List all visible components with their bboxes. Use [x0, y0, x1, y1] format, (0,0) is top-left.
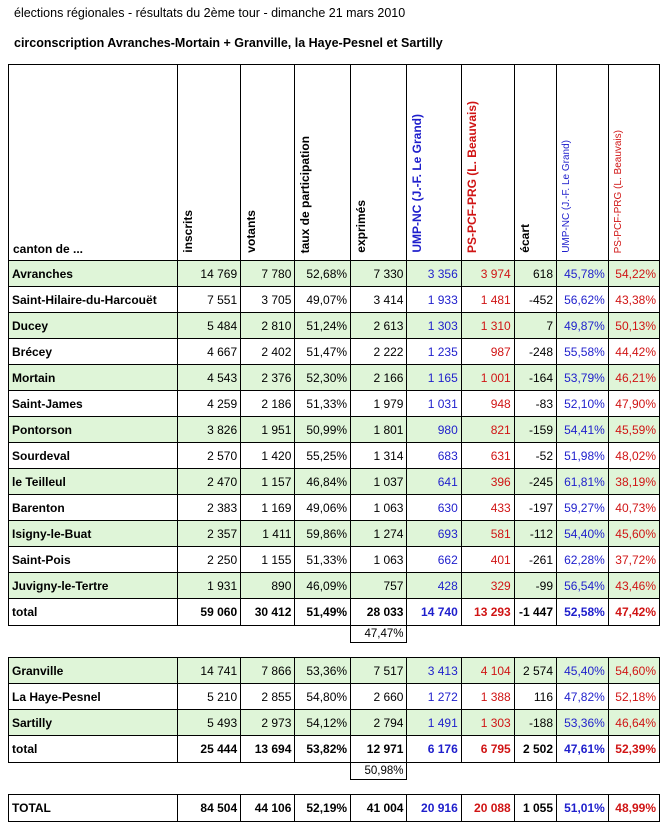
cell-canton: TOTAL [9, 795, 178, 822]
cell-ump-pct: 54,41% [557, 417, 609, 443]
cell-ump: 662 [407, 547, 461, 573]
cell-ump-pct: 61,81% [557, 469, 609, 495]
cell-ump: 3 356 [407, 261, 461, 287]
cell-ump: 6 176 [407, 736, 461, 763]
cell-ps: 1 303 [461, 710, 514, 736]
cell-canton: total [9, 599, 178, 626]
cell-ump-pct: 51,01% [557, 795, 609, 822]
cell-ump-pct: 52,10% [557, 391, 609, 417]
cell-ump: 1 491 [407, 710, 461, 736]
cell-ps-pct: 40,73% [608, 495, 659, 521]
cell-ps: 20 088 [461, 795, 514, 822]
cell-votants: 44 106 [241, 795, 295, 822]
cell-ps-pct: 47,42% [608, 599, 659, 626]
cell-ump-pct: 53,36% [557, 710, 609, 736]
cell-inscrits: 14 769 [177, 261, 240, 287]
cell-ps-pct: 47,90% [608, 391, 659, 417]
cell-ecart: 2 574 [514, 658, 556, 684]
cell-ump: 14 740 [407, 599, 461, 626]
cell-ps: 4 104 [461, 658, 514, 684]
cell-votants: 1 420 [241, 443, 295, 469]
cell-ump: 630 [407, 495, 461, 521]
cell-exprimes: 41 004 [351, 795, 407, 822]
header-votants: votants [241, 65, 295, 261]
cell-canton: Granville [9, 658, 178, 684]
cell-inscrits: 4 543 [177, 365, 240, 391]
page-subtitle: circonscription Avranches-Mortain + Granville, la Haye-Pesnel et Sartilly [14, 36, 443, 50]
cell-ps-pct: 46,64% [608, 710, 659, 736]
exprimes-pct: 47,47% [351, 626, 407, 643]
cell-votants: 1 411 [241, 521, 295, 547]
empty-cell [177, 626, 240, 643]
cell-inscrits: 3 826 [177, 417, 240, 443]
cell-ps-pct: 48,02% [608, 443, 659, 469]
cell-ps-pct: 52,39% [608, 736, 659, 763]
cell-exprimes: 2 613 [351, 313, 407, 339]
cell-ump: 641 [407, 469, 461, 495]
cell-ps: 581 [461, 521, 514, 547]
cell-exprimes: 2 166 [351, 365, 407, 391]
cell-ps: 396 [461, 469, 514, 495]
empty-cell [608, 626, 659, 643]
cell-exprimes: 2 794 [351, 710, 407, 736]
cell-ecart: -1 447 [514, 599, 556, 626]
cell-taux: 51,47% [295, 339, 351, 365]
results-table [8, 64, 660, 822]
cell-ecart: -159 [514, 417, 556, 443]
cell-taux: 54,80% [295, 684, 351, 710]
cell-taux: 52,19% [295, 795, 351, 822]
cell-canton: Juvigny-le-Tertre [9, 573, 178, 599]
cell-ecart: -197 [514, 495, 556, 521]
cell-ps-pct: 48,99% [608, 795, 659, 822]
cell-exprimes: 1 063 [351, 547, 407, 573]
table-row [9, 495, 660, 521]
cell-exprimes: 1 063 [351, 495, 407, 521]
cell-ps: 987 [461, 339, 514, 365]
spacer-cell [9, 780, 660, 795]
cell-votants: 1 169 [241, 495, 295, 521]
cell-ps-pct: 45,59% [608, 417, 659, 443]
cell-ump-pct: 47,61% [557, 736, 609, 763]
cell-ps-pct: 54,22% [608, 261, 659, 287]
empty-cell [557, 626, 609, 643]
cell-inscrits: 14 741 [177, 658, 240, 684]
empty-cell [407, 763, 461, 780]
table-row [9, 313, 660, 339]
cell-ump-pct: 51,98% [557, 443, 609, 469]
cell-ecart: 2 502 [514, 736, 556, 763]
cell-ecart: 7 [514, 313, 556, 339]
cell-taux: 49,07% [295, 287, 351, 313]
cell-ps-pct: 54,60% [608, 658, 659, 684]
cell-canton: Saint-James [9, 391, 178, 417]
table-row [9, 469, 660, 495]
empty-cell [295, 763, 351, 780]
cell-exprimes: 12 971 [351, 736, 407, 763]
header-exprimes: exprimés [351, 65, 407, 261]
cell-ump: 428 [407, 573, 461, 599]
cell-ump-pct: 45,40% [557, 658, 609, 684]
cell-canton: Ducey [9, 313, 178, 339]
cell-taux: 46,09% [295, 573, 351, 599]
cell-inscrits: 7 551 [177, 287, 240, 313]
table-row [9, 521, 660, 547]
cell-ecart: 116 [514, 684, 556, 710]
table-row [9, 684, 660, 710]
cell-ps: 6 795 [461, 736, 514, 763]
empty-cell [241, 763, 295, 780]
cell-exprimes: 1 314 [351, 443, 407, 469]
cell-ps: 329 [461, 573, 514, 599]
cell-ump: 20 916 [407, 795, 461, 822]
header-row [9, 65, 660, 261]
cell-ecart: -261 [514, 547, 556, 573]
cell-exprimes: 757 [351, 573, 407, 599]
header-taux: taux de participation [295, 65, 351, 261]
table-row [9, 261, 660, 287]
cell-ps-pct: 50,13% [608, 313, 659, 339]
cell-ecart: -83 [514, 391, 556, 417]
cell-ecart: 1 055 [514, 795, 556, 822]
empty-cell [608, 763, 659, 780]
table-row [9, 547, 660, 573]
empty-cell [461, 626, 514, 643]
cell-ps: 821 [461, 417, 514, 443]
cell-ump-pct: 52,58% [557, 599, 609, 626]
cell-exprimes: 28 033 [351, 599, 407, 626]
cell-exprimes: 1 801 [351, 417, 407, 443]
header-inscrits: inscrits [177, 65, 240, 261]
empty-cell [9, 626, 178, 643]
empty-cell [461, 763, 514, 780]
cell-ps: 1 001 [461, 365, 514, 391]
cell-votants: 2 810 [241, 313, 295, 339]
header-canton: canton de ... [9, 65, 178, 261]
cell-ecart: -248 [514, 339, 556, 365]
cell-votants: 2 973 [241, 710, 295, 736]
empty-cell [407, 626, 461, 643]
table-row [9, 573, 660, 599]
cell-inscrits: 5 484 [177, 313, 240, 339]
cell-taux: 51,33% [295, 391, 351, 417]
cell-exprimes: 2 660 [351, 684, 407, 710]
table-row [9, 417, 660, 443]
cell-taux: 59,86% [295, 521, 351, 547]
table-row [9, 339, 660, 365]
cell-taux: 52,68% [295, 261, 351, 287]
subtotal-pct-row [9, 763, 660, 780]
cell-ump: 1 303 [407, 313, 461, 339]
cell-ps: 433 [461, 495, 514, 521]
cell-votants: 1 157 [241, 469, 295, 495]
cell-canton: total [9, 736, 178, 763]
empty-cell [295, 626, 351, 643]
cell-ump: 3 413 [407, 658, 461, 684]
cell-exprimes: 7 517 [351, 658, 407, 684]
cell-ps-pct: 44,42% [608, 339, 659, 365]
cell-ps: 1 481 [461, 287, 514, 313]
table-row [9, 365, 660, 391]
cell-ecart: -452 [514, 287, 556, 313]
cell-ump-pct: 47,82% [557, 684, 609, 710]
cell-votants: 30 412 [241, 599, 295, 626]
spacer-row [9, 780, 660, 795]
cell-votants: 7 780 [241, 261, 295, 287]
cell-taux: 50,99% [295, 417, 351, 443]
cell-taux: 49,06% [295, 495, 351, 521]
cell-ps-pct: 43,46% [608, 573, 659, 599]
cell-ump: 1 235 [407, 339, 461, 365]
cell-inscrits: 4 259 [177, 391, 240, 417]
cell-taux: 53,36% [295, 658, 351, 684]
cell-votants: 1 951 [241, 417, 295, 443]
page-title: élections régionales - résultats du 2ème tour - dimanche 21 mars 2010 [14, 6, 406, 20]
cell-ump-pct: 62,28% [557, 547, 609, 573]
cell-canton: Saint-Pois [9, 547, 178, 573]
cell-taux: 55,25% [295, 443, 351, 469]
empty-cell [514, 763, 556, 780]
table-row [9, 287, 660, 313]
cell-canton: Avranches [9, 261, 178, 287]
cell-ump: 1 272 [407, 684, 461, 710]
cell-ump-pct: 45,78% [557, 261, 609, 287]
cell-ps: 401 [461, 547, 514, 573]
cell-votants: 890 [241, 573, 295, 599]
cell-inscrits: 5 493 [177, 710, 240, 736]
cell-taux: 54,12% [295, 710, 351, 736]
cell-ps-pct: 52,18% [608, 684, 659, 710]
cell-votants: 1 155 [241, 547, 295, 573]
cell-inscrits: 2 570 [177, 443, 240, 469]
cell-ecart: -245 [514, 469, 556, 495]
exprimes-pct: 50,98% [351, 763, 407, 780]
cell-votants: 13 694 [241, 736, 295, 763]
cell-canton: Pontorson [9, 417, 178, 443]
cell-votants: 2 186 [241, 391, 295, 417]
table-row [9, 391, 660, 417]
cell-ump: 693 [407, 521, 461, 547]
cell-ecart: -188 [514, 710, 556, 736]
table-row [9, 658, 660, 684]
empty-cell [177, 763, 240, 780]
cell-canton: Barenton [9, 495, 178, 521]
cell-ump-pct: 55,58% [557, 339, 609, 365]
header-ps: PS-PCF-PRG (L. Beauvais) [461, 65, 514, 261]
cell-votants: 7 866 [241, 658, 295, 684]
cell-exprimes: 3 414 [351, 287, 407, 313]
cell-ps-pct: 45,60% [608, 521, 659, 547]
header-ecart: écart [514, 65, 556, 261]
cell-inscrits: 4 667 [177, 339, 240, 365]
cell-inscrits: 25 444 [177, 736, 240, 763]
cell-canton: La Haye-Pesnel [9, 684, 178, 710]
cell-canton: Sartilly [9, 710, 178, 736]
cell-inscrits: 84 504 [177, 795, 240, 822]
cell-inscrits: 2 383 [177, 495, 240, 521]
cell-ump-pct: 49,87% [557, 313, 609, 339]
cell-taux: 51,33% [295, 547, 351, 573]
cell-ecart: -52 [514, 443, 556, 469]
cell-ps-pct: 46,21% [608, 365, 659, 391]
cell-ecart: -164 [514, 365, 556, 391]
spacer-row [9, 643, 660, 658]
cell-ps-pct: 37,72% [608, 547, 659, 573]
cell-canton: le Teilleul [9, 469, 178, 495]
empty-cell [9, 763, 178, 780]
header-ump: UMP-NC (J.-F. Le Grand) [407, 65, 461, 261]
subtotal-pct-row [9, 626, 660, 643]
cell-taux: 51,24% [295, 313, 351, 339]
cell-inscrits: 59 060 [177, 599, 240, 626]
cell-ecart: -99 [514, 573, 556, 599]
cell-ump: 980 [407, 417, 461, 443]
empty-cell [557, 763, 609, 780]
cell-exprimes: 7 330 [351, 261, 407, 287]
cell-ps: 1 310 [461, 313, 514, 339]
cell-ps: 3 974 [461, 261, 514, 287]
cell-inscrits: 2 357 [177, 521, 240, 547]
cell-votants: 3 705 [241, 287, 295, 313]
cell-ump-pct: 59,27% [557, 495, 609, 521]
cell-canton: Sourdeval [9, 443, 178, 469]
cell-ecart: 618 [514, 261, 556, 287]
cell-canton: Saint-Hilaire-du-Harcouët [9, 287, 178, 313]
spacer-cell [9, 643, 660, 658]
cell-canton: Mortain [9, 365, 178, 391]
cell-votants: 2 376 [241, 365, 295, 391]
cell-ps: 13 293 [461, 599, 514, 626]
cell-exprimes: 1 037 [351, 469, 407, 495]
empty-cell [514, 626, 556, 643]
cell-inscrits: 2 470 [177, 469, 240, 495]
header-ump-pct: UMP-NC (J.-F. Le Grand) [557, 65, 609, 261]
cell-ecart: -112 [514, 521, 556, 547]
header-ps-pct: PS-PCF-PRG (L. Beauvais) [608, 65, 659, 261]
cell-canton: Brécey [9, 339, 178, 365]
total-row [9, 736, 660, 763]
cell-exprimes: 2 222 [351, 339, 407, 365]
cell-ump-pct: 56,62% [557, 287, 609, 313]
cell-taux: 53,82% [295, 736, 351, 763]
cell-ps-pct: 38,19% [608, 469, 659, 495]
cell-ump: 683 [407, 443, 461, 469]
cell-exprimes: 1 979 [351, 391, 407, 417]
cell-ps: 948 [461, 391, 514, 417]
cell-ps: 1 388 [461, 684, 514, 710]
grand-total-row [9, 795, 660, 822]
empty-cell [241, 626, 295, 643]
cell-ump-pct: 53,79% [557, 365, 609, 391]
cell-inscrits: 1 931 [177, 573, 240, 599]
cell-taux: 52,30% [295, 365, 351, 391]
cell-taux: 46,84% [295, 469, 351, 495]
cell-votants: 2 855 [241, 684, 295, 710]
cell-canton: Isigny-le-Buat [9, 521, 178, 547]
total-row [9, 599, 660, 626]
cell-ump: 1 031 [407, 391, 461, 417]
cell-inscrits: 2 250 [177, 547, 240, 573]
cell-taux: 51,49% [295, 599, 351, 626]
cell-ump: 1 933 [407, 287, 461, 313]
cell-ps: 631 [461, 443, 514, 469]
cell-ump-pct: 56,54% [557, 573, 609, 599]
table-row [9, 443, 660, 469]
cell-inscrits: 5 210 [177, 684, 240, 710]
cell-ump: 1 165 [407, 365, 461, 391]
cell-exprimes: 1 274 [351, 521, 407, 547]
cell-ump-pct: 54,40% [557, 521, 609, 547]
cell-ps-pct: 43,38% [608, 287, 659, 313]
cell-votants: 2 402 [241, 339, 295, 365]
table-row [9, 710, 660, 736]
